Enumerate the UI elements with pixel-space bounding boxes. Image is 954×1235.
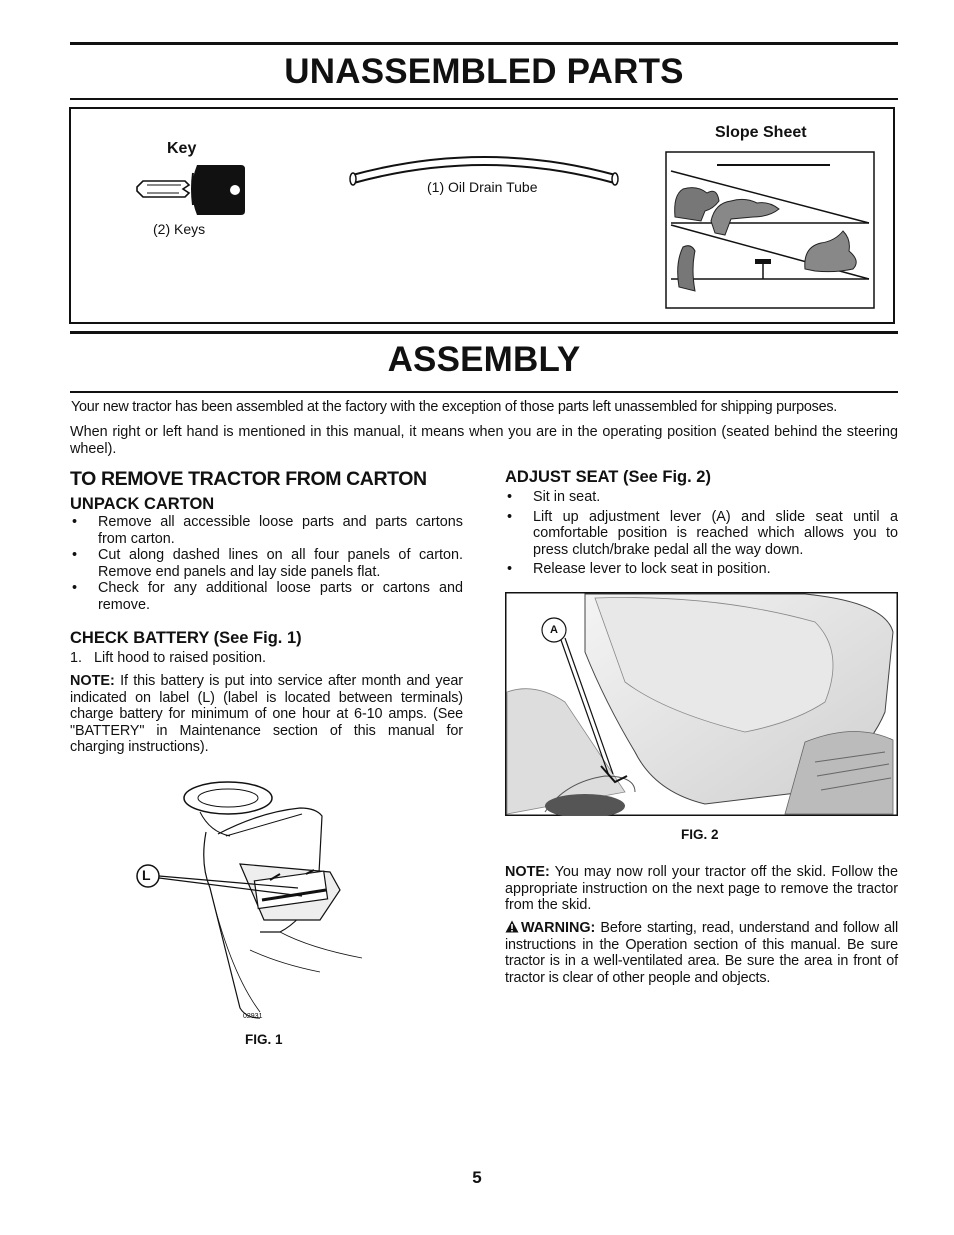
- fig1-label: FIG. 1: [245, 1032, 283, 1047]
- warning-icon: [505, 920, 519, 933]
- assembly-top-rule: [70, 331, 898, 334]
- battery-note: [70, 673, 463, 756]
- page-number: 5: [472, 1168, 482, 1187]
- list-item: • Check for any additional loose parts or cartons and remove.: [70, 580, 463, 613]
- slope-sheet-icon: [665, 151, 875, 309]
- remove-tractor-heading: TO REMOVE TRACTOR FROM CARTON: [70, 468, 427, 490]
- assembly-bottom-rule: [70, 391, 898, 393]
- list-item: • Cut along dashed lines on all four panels of carton. Remove end panels and lay side panels flat.: [70, 547, 463, 580]
- adjust-seat-heading: ADJUST SEAT (See Fig. 2): [505, 468, 711, 486]
- battery-step-1: 1. Lift hood to raised position.: [70, 650, 266, 666]
- heading-rule: [70, 98, 898, 100]
- warning-label: WARNING:: [521, 920, 596, 936]
- key-caption: (2) Keys: [153, 221, 206, 237]
- key-title: Key: [167, 140, 197, 157]
- unassembled-parts-heading: UNASSEMBLED PARTS: [284, 52, 684, 91]
- slope-sheet-title: Slope Sheet: [715, 124, 807, 141]
- skid-note: [505, 864, 898, 914]
- warning-paragraph: [505, 920, 898, 986]
- fig1-code: 02931: [243, 1013, 263, 1020]
- note-label: NOTE:: [70, 673, 115, 689]
- intro-paragraph-1: Your new tractor has been assembled at the factory with the exception of those parts left unassembled for shipping purposes.: [71, 399, 838, 415]
- key-icon: [133, 159, 245, 221]
- fig1-callout-l: L: [142, 867, 151, 883]
- list-item: • Sit in seat.: [505, 489, 898, 506]
- intro-paragraph-2: When right or left hand is mentioned in this manual, it means when you are in the operating position (seated behind the steering wheel).: [70, 424, 898, 457]
- fig1-battery-illustration: [130, 772, 370, 1024]
- warning-text: Before starting, read, understand and follow all instructions in the Operation section of this manual. Be sure tractor is in a well-ventilated area. Be sure the area in front of tractor is clear of other people and objects.: [505, 920, 898, 986]
- check-battery-heading: CHECK BATTERY (See Fig. 1): [70, 629, 302, 647]
- list-item: • Release lever to lock seat in position.: [505, 561, 898, 578]
- unpack-carton-heading: UNPACK CARTON: [70, 495, 215, 513]
- list-item: • Lift up adjustment lever (A) and slide seat until a comfortable position is reached which allows you to press clutch/brake pedal all the way down.: [505, 509, 898, 559]
- note-text: If this battery is put into service after month and year indicated on label (L) (label is located between terminals) charge battery for minimum of one hour at 6-10 amps. (See "BATTERY" in Maintenance section of this manual for charging instructions).: [70, 673, 463, 755]
- list-item: • Remove all accessible loose parts and parts cartons from carton.: [70, 514, 463, 547]
- fig2-callout-a: A: [550, 624, 558, 636]
- adjust-seat-list: [505, 489, 898, 578]
- oil-drain-tube-caption: (1) Oil Drain Tube: [427, 179, 538, 195]
- note-label: NOTE:: [505, 864, 550, 880]
- assembly-heading: ASSEMBLY: [387, 340, 581, 379]
- top-rule: [70, 42, 898, 45]
- note-text: You may now roll your tractor off the skid. Follow the appropriate instruction on the next page to remove the tractor from the skid.: [505, 864, 898, 913]
- fig2-seat-illustration: [505, 592, 898, 816]
- fig2-label: FIG. 2: [681, 827, 719, 842]
- unassembled-parts-box: [69, 107, 895, 324]
- unpack-carton-list: [70, 514, 463, 613]
